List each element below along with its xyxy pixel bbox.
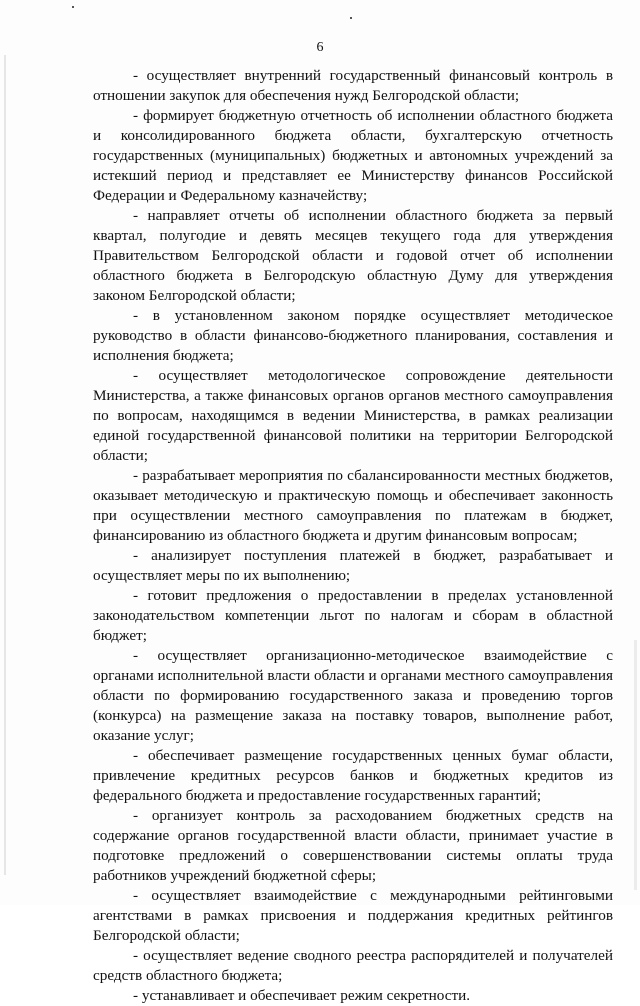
paragraph: - осуществляет ведение сводного реестра распорядителей и получателей средств областного бюджета; xyxy=(93,947,613,984)
paragraph: - обеспечивает размещение государственных ценных бумаг области, привлечение кредитных ресурсов банков и бюджетных кредитов из федерального бюджета и предоставление государственных гарантий; xyxy=(93,747,613,804)
paragraph: - готовит предложения о предоставлении в пределах установленной законодательством компетенции льгот по налогам и сборам в областной бюджет; xyxy=(93,587,613,644)
paragraph: - осуществляет взаимодействие с международными рейтинговыми агентствами в рамках присвоения и поддержания кредитных рейтингов Белгородской области; xyxy=(93,887,613,944)
paragraph: - осуществляет организационно-методическое взаимодействие с органами исполнительной власти области и органами местного самоуправления области по формированию государственного заказа и проведению торгов (конкурса) на размещение заказа на поставку товаров, выполнение работ, оказание услуг; xyxy=(93,647,613,744)
paragraph: - осуществляет внутренний государственный финансовый контроль в отношении закупок для обеспечения нужд Белгородской области; xyxy=(93,67,613,104)
scan-edge-right xyxy=(634,640,637,890)
paragraph: - формирует бюджетную отчетность об исполнении областного бюджета и консолидированного бюджета области, бухгалтерскую отчетность государственных (муниципальных) бюджетных и автономных учреждений за истекший период и представляет ее Министерству финансов Российской Федерации и Федеральному казначейству; xyxy=(93,107,613,204)
paragraph: - в установленном законом порядке осуществляет методическое руководство в области финансово-бюджетного планирования, составления и исполнения бюджета; xyxy=(93,307,613,364)
paragraph: - устанавливает и обеспечивает режим секретности. xyxy=(133,987,471,1004)
page-number: 6 xyxy=(316,40,324,55)
scan-speck xyxy=(72,6,74,8)
document-body xyxy=(93,66,613,1006)
paragraph: - направляет отчеты об исполнении областного бюджета за первый квартал, полугодие и девять месяцев текущего года для утверждения Правительством Белгородской области и годовой отчет об исполнении областного бюджета в Белгородскую областную Думу для утверждения законом Белгородской области; xyxy=(93,207,613,304)
paragraph: - анализирует поступления платежей в бюджет, разрабатывает и осуществляет меры по их выполнению; xyxy=(93,547,613,584)
scan-edge-left xyxy=(4,55,6,875)
paragraph: - организует контроль за расходованием бюджетных средств на содержание органов государственной власти области, принимает участие в подготовке предложений о совершенствовании системы оплаты труда работников учреждений бюджетной сферы; xyxy=(93,807,613,884)
paragraph: - осуществляет методологическое сопровождение деятельности Министерства, а также финансовых органов органов местного самоуправления по вопросам, находящимся в ведении Министерства, в рамках реализации единой государственной финансовой политики на территории Белгородской области; xyxy=(93,367,613,464)
scan-speck xyxy=(350,17,352,19)
paragraph: - разрабатывает мероприятия по сбалансированности местных бюджетов, оказывает методическую и практическую помощь и обеспечивает законность при осуществлении местного самоуправления по платежам в бюджет, финансированию из областного бюджета и другим финансовым вопросам; xyxy=(93,467,613,544)
